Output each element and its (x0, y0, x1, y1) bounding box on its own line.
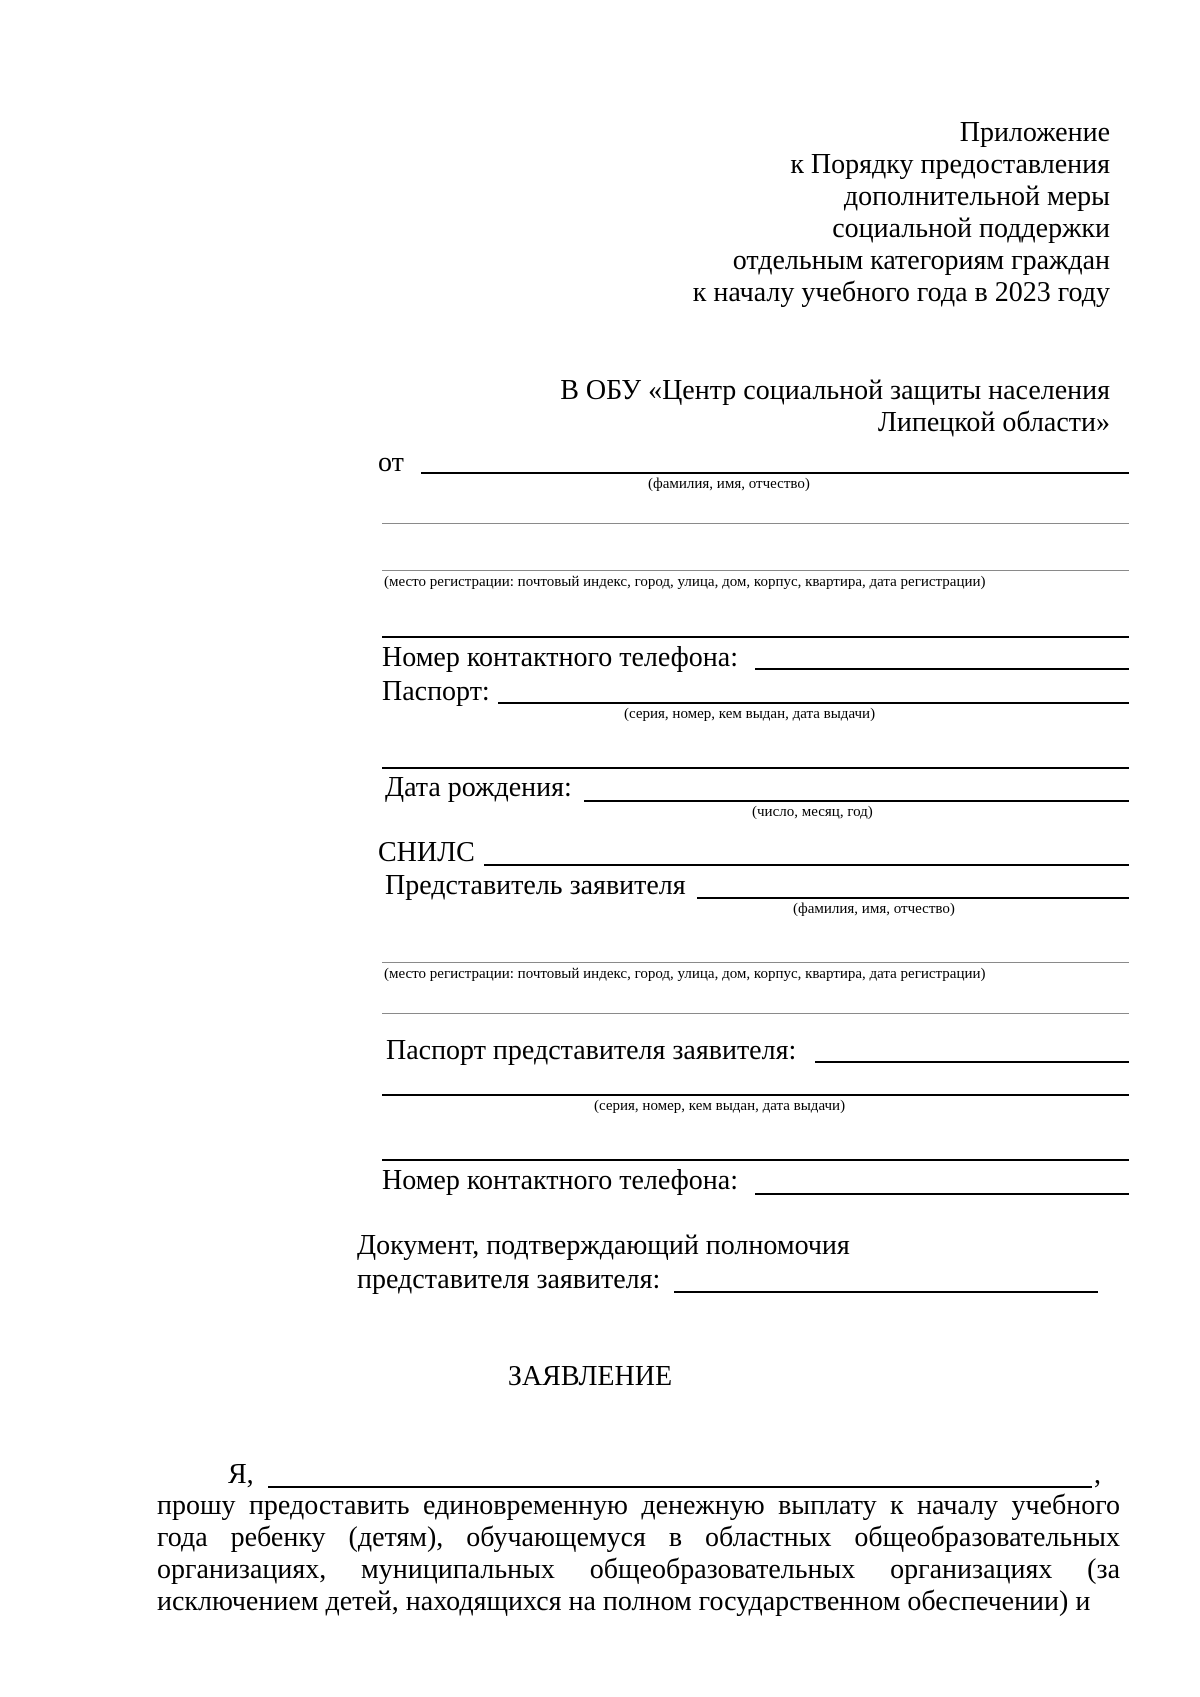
appendix-line: Приложение (959, 117, 1110, 148)
statement-body-text: прошу предоставить единовременную денежную выплату к началу учебного года ребенку (детям), обучающемуся в областных общеобразовательных организациях, муниципальных общеобразовательных организациях (за исключением детей, находящихся на полном государственном обеспечении) и (157, 1490, 1120, 1617)
statement-i-label: Я, (228, 1459, 254, 1490)
addressee-line: Липецкой области» (877, 407, 1110, 438)
applicant-birthdate-field[interactable] (584, 800, 1129, 802)
applicant-fio-caption: (фамилия, имя, отчество) (648, 476, 810, 492)
representative-passport-field[interactable] (815, 1061, 1129, 1063)
statement-fio-field[interactable] (268, 1486, 1092, 1488)
representative-address-field-1[interactable] (382, 962, 1129, 963)
appendix-line: отдельным категориям граждан (732, 245, 1110, 276)
appendix-line: к началу учебного года в 2023 году (692, 277, 1110, 308)
authority-label-line1: Документ, подтверждающий полномочия (357, 1230, 850, 1261)
applicant-birthdate-caption: (число, месяц, год) (752, 804, 873, 820)
applicant-phone-label: Номер контактного телефона: (382, 642, 738, 673)
addressee-block (560, 375, 1110, 439)
authority-label-line2: представителя заявителя: (357, 1264, 661, 1295)
appendix-line: социальной поддержки (832, 213, 1110, 244)
appendix-line: к Порядку предоставления (790, 149, 1110, 180)
applicant-passport-field-2[interactable] (382, 767, 1129, 769)
statement-title: ЗАЯВЛЕНИЕ (507, 1361, 673, 1392)
representative-address-caption: (место регистрации: почтовый индекс, город, улица, дом, корпус, квартира, дата регистрации) (384, 966, 986, 982)
representative-phone-field[interactable] (755, 1193, 1129, 1195)
snils-field[interactable] (484, 864, 1129, 866)
representative-passport-field-2[interactable] (382, 1094, 1129, 1096)
applicant-birthdate-label: Дата рождения: (385, 772, 572, 803)
applicant-address-field-1[interactable] (382, 523, 1129, 524)
applicant-address-field-3[interactable] (382, 636, 1129, 638)
applicant-passport-field[interactable] (498, 702, 1129, 704)
snils-label: СНИЛС (378, 837, 475, 868)
applicant-passport-label: Паспорт: (382, 676, 490, 707)
representative-phone-label: Номер контактного телефона: (382, 1165, 738, 1196)
statement-comma: , (1094, 1459, 1101, 1490)
applicant-fio-field[interactable] (421, 472, 1129, 474)
representative-passport-caption: (серия, номер, кем выдан, дата выдачи) (594, 1098, 846, 1114)
statement-body (157, 1490, 1120, 1618)
applicant-address-field-2[interactable] (382, 570, 1129, 571)
applicant-address-caption: (место регистрации: почтовый индекс, город, улица, дом, корпус, квартира, дата регистрации) (384, 574, 986, 590)
from-label: от (378, 447, 404, 478)
representative-fio-field[interactable] (697, 897, 1129, 899)
representative-passport-field-3[interactable] (382, 1159, 1129, 1161)
appendix-header (693, 117, 1110, 309)
representative-passport-label: Паспорт представителя заявителя: (386, 1035, 797, 1066)
applicant-passport-caption: (серия, номер, кем выдан, дата выдачи) (624, 706, 876, 722)
representative-address-field-2[interactable] (382, 1013, 1129, 1014)
authority-document-field[interactable] (674, 1291, 1098, 1293)
applicant-phone-field[interactable] (755, 668, 1129, 670)
addressee-line: В ОБУ «Центр социальной защиты населения (560, 375, 1110, 406)
appendix-line: дополнительной меры (843, 181, 1110, 212)
representative-fio-caption: (фамилия, имя, отчество) (793, 901, 955, 917)
representative-label: Представитель заявителя (385, 870, 686, 901)
